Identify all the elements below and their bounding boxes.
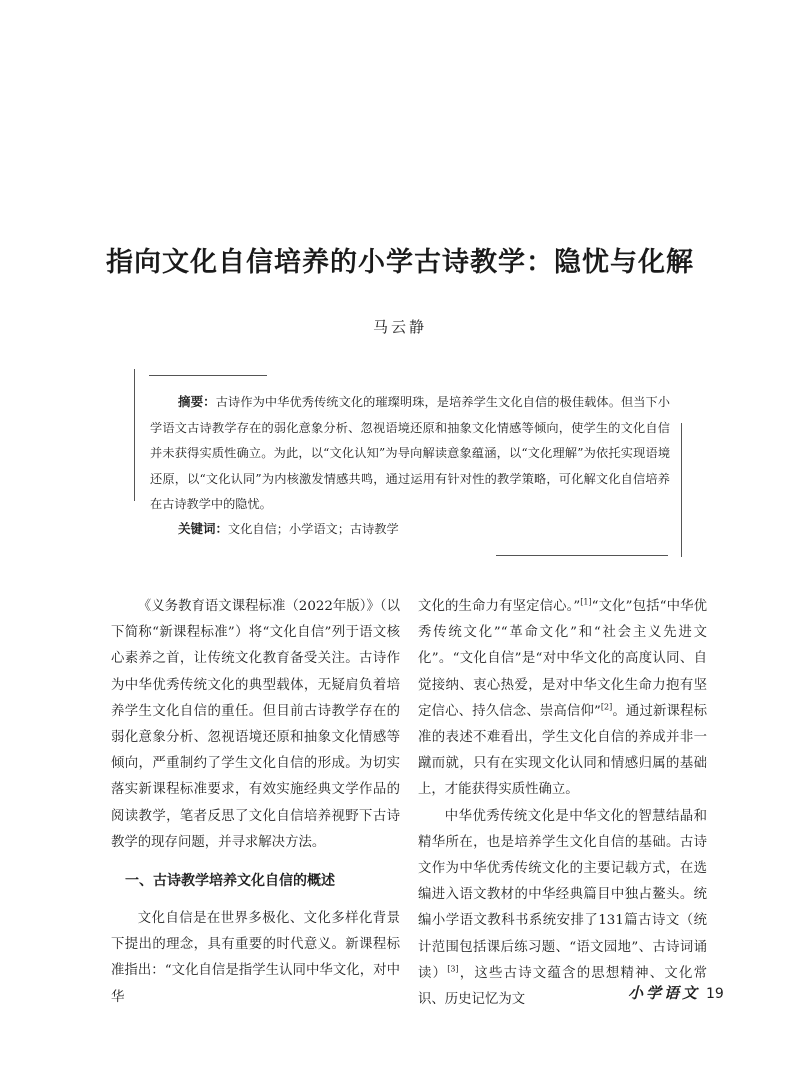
author-name: 马云静: [372, 318, 427, 336]
section-heading: 一、古诗教学培养文化自信的概述: [125, 873, 335, 890]
abstract-frame-left-line: [134, 369, 135, 501]
abstract-paragraph: [150, 389, 670, 518]
keywords-line: [178, 519, 399, 537]
paragraph-text: 中华优秀传统文化是中华文化的智慧结晶和精华所在，也是培养学生文化自信的基础。古诗文作为中华优秀传统文化的主要记载方式，在选编进入语文教材的中华经典篇目中独占鳌头。统编小学语文教科书系统安排了131篇古诗文（统计范围包括课后练习题、“语文园地”、古诗词诵读）: [418, 808, 707, 981]
page-number: 19: [706, 986, 724, 1002]
journal-name: 小学语文: [628, 984, 701, 1002]
body-paragraph: [418, 594, 707, 804]
citation-ref: [2]: [600, 702, 613, 712]
paragraph-text: “文化”包括“中华优秀传统文化”“革命文化”和“社会主义先进文化”。“文化自信”是“对中华文化的高度认同、自觉接纳、衷心热爱，是对中华文化生命力抱有坚定信心、持久信念、崇高信仰”: [418, 599, 707, 719]
paragraph-text: 文化的生命力有坚定信心。”: [418, 599, 581, 614]
article-title: 指向文化自信培养的小学古诗教学：隐忧与化解: [106, 247, 694, 278]
abstract-frame-top-line: [149, 375, 267, 376]
abstract-frame-bottom-line: [496, 555, 668, 556]
keywords-text: 文化自信；小学语文；古诗教学: [228, 522, 399, 536]
citation-ref: [1]: [580, 597, 592, 607]
abstract-text: 古诗作为中华优秀传统文化的璀璨明珠，是培养学生文化自信的极佳载体。但当下小学语文古诗教学存在的弱化意象分析、忽视语境还原和抽象文化情感等倾向，使学生的文化自信并未获得实质性确立。为此，以“文化认知”为导向解读意象蕴涵，以“文化理解”为依托实现语境还原，以“文化认同”为内核激发情感共鸣，通过运用有针对性的教学策略，可化解文化自信培养在古诗教学中的隐忧。: [150, 395, 670, 511]
keywords-label: 关键词：: [178, 521, 229, 536]
abstract-frame-right-line: [681, 423, 682, 557]
body-column-right: [418, 594, 707, 1013]
citation-ref: [3]: [447, 964, 459, 974]
paragraph-text: ，这些古诗文蕴含的思想精神、文化常识、历史记忆为文: [418, 965, 708, 1008]
page-footer: [628, 982, 724, 1003]
abstract-label: 摘要：: [178, 394, 216, 409]
body-column-left: [111, 594, 400, 1011]
abstract-box: [134, 369, 682, 557]
body-paragraph: 文化自信是在世界多极化、文化多样化背景下提出的理念，具有重要的时代意义。新课程标准指出：“文化自信是指学生认同中华文化，对中华: [111, 911, 400, 1005]
body-paragraph: 《义务教育语文课程标准（2022年版）》（以下简称“新课程标准”）将“文化自信”列于语文核心素养之首，让传统文化教育备受关注。古诗作为中华优秀传统文化的典型载体，无疑肩负着培养学生文化自信的重任。但目前古诗教学存在的弱化意象分析、忽视语境还原和抽象文化情感等倾向，严重制约了学生文化自信的形成。为切实落实新课程标准要求，有效实施经典文学作品的阅读教学，笔者反思了文化自信培养视野下古诗教学的现存问题，并寻求解决方法。: [111, 599, 400, 850]
paragraph-text: 。通过新课程标准的表述不难看出，学生文化自信的养成并非一蹴而就，只有在实现文化认同和情感归属的基础上，才能获得实质性确立。: [418, 703, 707, 798]
